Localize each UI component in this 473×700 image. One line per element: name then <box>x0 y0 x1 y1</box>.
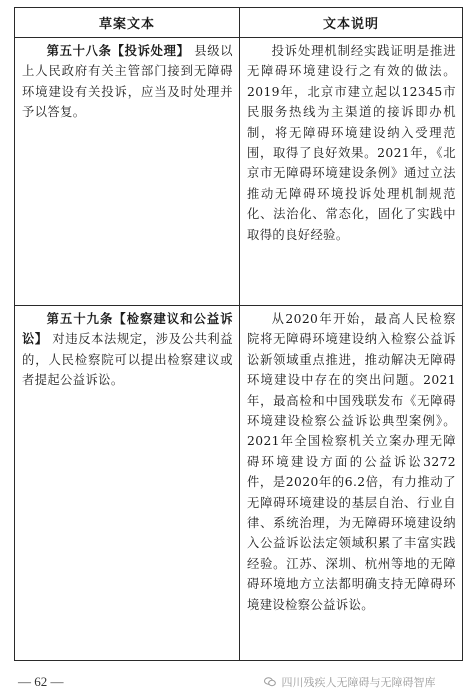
article-58-body: 县级以上人民政府有关主管部门接到无障碍环境建设有关投诉，应当及时处理并予以答复。 <box>22 44 234 120</box>
article-58-explanation-cell <box>240 38 462 304</box>
article-59-heading: 第五十九条【检察建议和公益诉讼】 <box>22 312 233 347</box>
article-59-body: 对违反本法规定，涉及公共利益的，人民检察院可以提出检察建议或者提起公益诉讼。 <box>22 332 233 388</box>
article-58-cell <box>15 38 239 304</box>
article-58-heading: 第五十八条【投诉处理】 <box>46 44 190 58</box>
article-58-explanation: 投诉处理机制经实践证明是推进无障碍环境建设行之有效的做法。2019年，北京市建立起以12345市民服务热线为主渠道的接诉即办机制，将无障碍环境建设纳入受理范围，取得了良好效果。2021年，《北京市无障碍环境建设条例》通过立法推动无障碍环境投诉处理机制规范化、法治化、常态化，固化了实践中取得的良好经验。 <box>247 44 456 242</box>
article-58-text <box>22 41 233 123</box>
article-59-text <box>22 309 233 391</box>
wechat-icon <box>264 677 276 687</box>
header-explanation: 文本说明 <box>322 17 379 32</box>
comparison-table <box>14 7 463 661</box>
article-59-cell <box>15 306 239 660</box>
watermark-text: 四川残疾人无障碍与无障碍智库 <box>281 676 436 689</box>
article-59-explanation-cell <box>240 306 462 660</box>
page-number: — 62 — <box>18 674 64 689</box>
watermark <box>264 674 436 690</box>
article-59-explanation: 从2020年开始，最高人民检察院将无障碍环境建设纳入检察公益诉讼新领域重点推进，推动解决无障碍环境建设中存在的突出问题。2021年，最高检和中国残联发布《无障碍环境建设检察公益诉讼典型案例》。2021年全国检察机关立案办理无障碍环境建设方面的公益诉讼3272件，是2020年的6.2倍，有力推动了无障碍环境建设的基层自治、行业自律、系统治理，为无障碍环境建设纳入公益诉讼法定领域积累了丰富实践经验。江苏、深圳、杭州等地的无障碍环境地方立法都明确支持无障碍环境建设检察公益诉讼。 <box>247 312 456 612</box>
header-draft-text: 草案文本 <box>98 17 155 32</box>
